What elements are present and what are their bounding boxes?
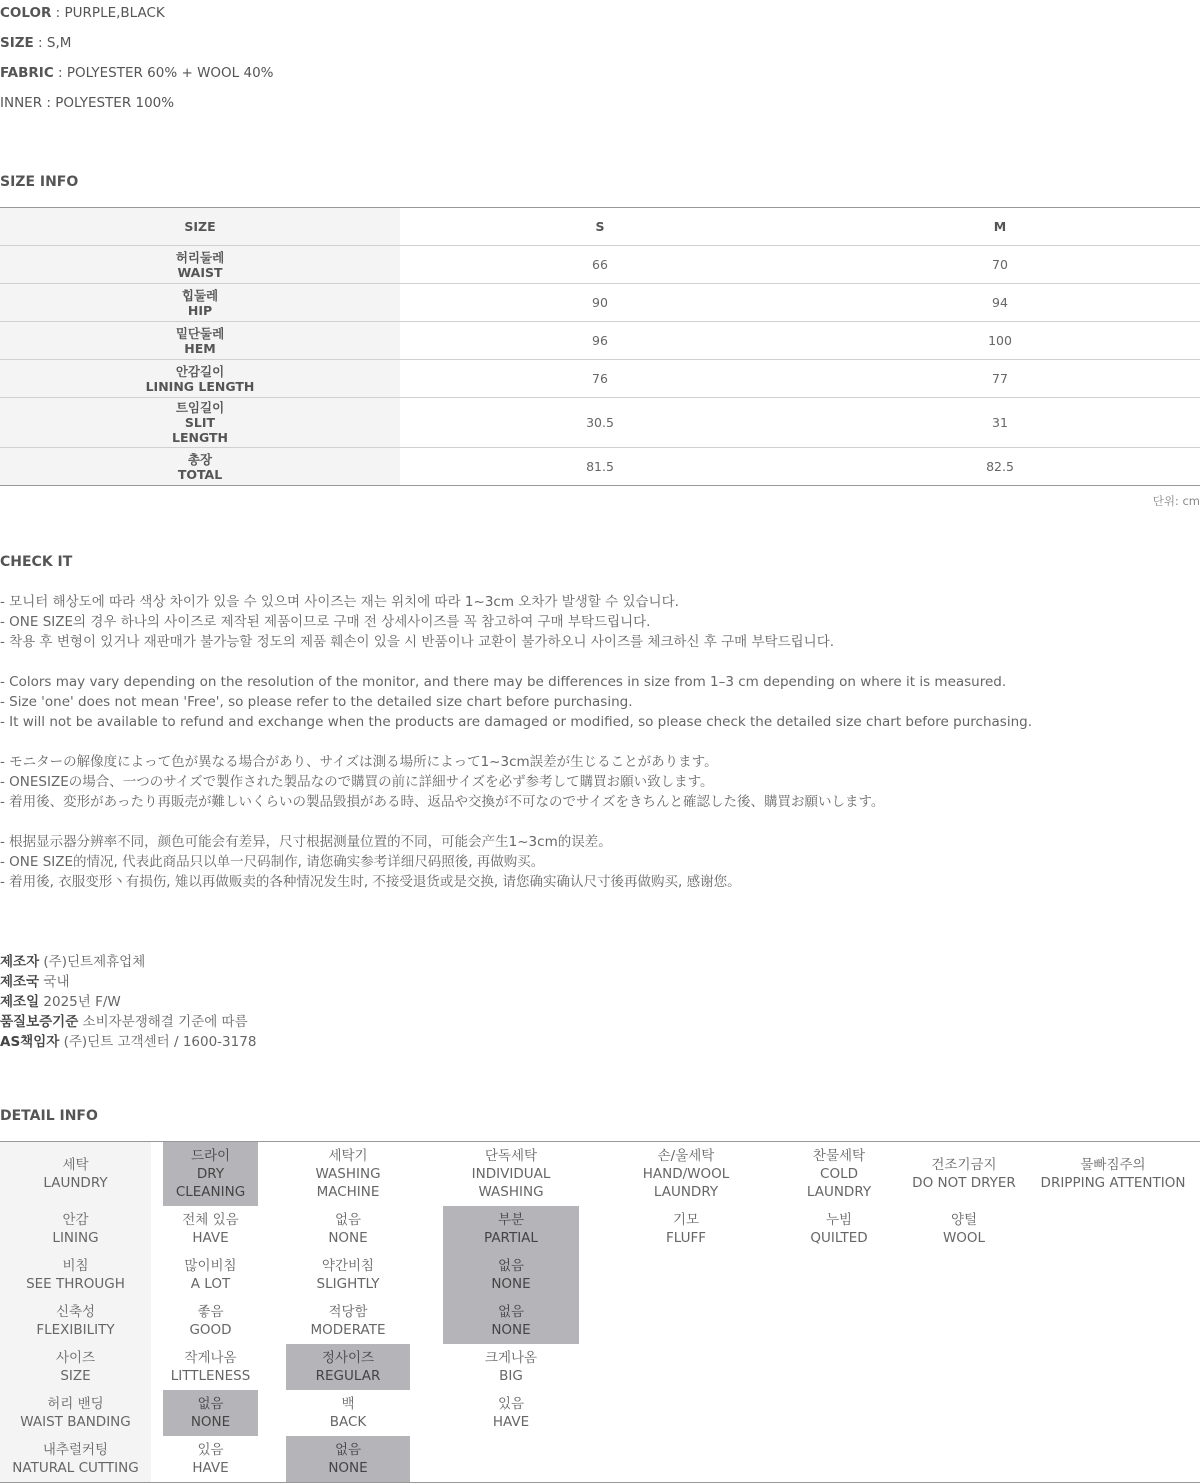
table-row [0, 448, 1200, 486]
measure-ko: 힙둘레 [181, 287, 219, 303]
detail-row-label [0, 1298, 151, 1344]
detail-label-text: 사이즈 [55, 1350, 96, 1366]
size-value-s: 66 [400, 246, 800, 284]
product-info-value: (주)딘트 고객센터 / 1600-3178 [59, 1034, 257, 1050]
product-info-line [0, 1014, 248, 1030]
detail-option-text: 물빠짐주의 [1080, 1157, 1146, 1173]
detail-option-text: HAVE [492, 1414, 530, 1430]
measure-en: LENGTH [172, 430, 228, 445]
product-info-value: 소비자분쟁해결 기준에 따름 [78, 1014, 248, 1030]
measure-en: SLIT [184, 415, 216, 430]
detail-option [1040, 1142, 1186, 1206]
product-info-label: 제조국 [0, 974, 40, 990]
detail-option-text: 많이비침 [184, 1258, 237, 1274]
detail-option-text: 드라이 [190, 1148, 231, 1164]
measure-ko: 밑단둘레 [175, 325, 225, 341]
detail-option-text: BACK [329, 1414, 367, 1430]
detail-label-text: SIZE [60, 1368, 91, 1384]
detail-option-text: WOOL [942, 1230, 986, 1246]
detail-row-label [0, 1436, 151, 1482]
detail-option-selected [443, 1252, 579, 1298]
spec-inner: INNER : POLYESTER 100% [0, 95, 175, 111]
size-table-header [0, 208, 1200, 246]
detail-option [163, 1344, 258, 1390]
detail-label-text: 안감 [62, 1212, 89, 1228]
size-value-s: 96 [400, 322, 800, 360]
detail-option [443, 1142, 579, 1206]
detail-option-text: 정사이즈 [321, 1350, 375, 1366]
product-info-label: 제조일 [0, 994, 40, 1010]
detail-option [610, 1142, 762, 1206]
detail-label-text: WAIST BANDING [20, 1414, 131, 1430]
detail-option-text: FLUFF [665, 1230, 707, 1246]
check-it-line: - モニターの解像度によって色が異なる場合があり、サイズは測る場所によって1~3cm誤差が生じることがあります。 [0, 754, 718, 770]
measure-en: WAIST [177, 264, 223, 280]
detail-option-selected [286, 1344, 410, 1390]
detail-option-text: REGULAR [315, 1368, 381, 1384]
detail-label-text: 내추럴커팅 [42, 1442, 109, 1458]
size-measure-label [0, 284, 400, 322]
product-info-line [0, 1034, 256, 1050]
detail-row-label [0, 1344, 151, 1390]
size-measure-label [0, 360, 400, 398]
detail-option-text: 부분 [497, 1212, 525, 1228]
table-row [0, 398, 1200, 448]
detail-option [286, 1298, 410, 1344]
check-it-title: CHECK IT [0, 554, 73, 570]
spec-color: COLOR : PURPLE,BLACK [0, 5, 165, 21]
detail-option-text: MODERATE [310, 1322, 386, 1338]
detail-option-text: GOOD [189, 1322, 232, 1338]
detail-option-text: BIG [499, 1368, 523, 1384]
detail-option-text: 적당함 [328, 1304, 368, 1320]
detail-option-text: 약간비침 [321, 1258, 375, 1274]
detail-option-selected [443, 1298, 579, 1344]
detail-option-text: SLIGHTLY [316, 1276, 380, 1292]
size-measure-label [0, 246, 400, 284]
measure-ko: 허리둘레 [175, 249, 225, 265]
detail-option [610, 1206, 762, 1252]
detail-option-text: HAND/WOOL LAUNDRY [642, 1166, 730, 1200]
detail-option-text: 없음 [197, 1396, 224, 1412]
detail-label-text: 비침 [62, 1258, 89, 1274]
size-value-m: 94 [800, 284, 1200, 322]
detail-option [786, 1142, 892, 1206]
unit-note: 단위: cm [1152, 494, 1200, 508]
size-value-s: 30.5 [400, 398, 800, 448]
size-value-s: 90 [400, 284, 800, 322]
size-value-s: 81.5 [400, 448, 800, 486]
detail-option [163, 1252, 258, 1298]
check-it-line: - 着用後, 衣服变形丶有损伤, 雉以再做贩卖的各种情况发生时, 不接受退货或是交换, 请您确实确认尺寸後再做购买, 感谢您。 [0, 874, 741, 890]
detail-option-text: 전체 있음 [182, 1212, 239, 1228]
check-it-line: - 모니터 해상도에 따라 색상 차이가 있을 수 있으며 사이즈는 재는 위치에 따라 1~3cm 오차가 발생할 수 있습니다. [0, 594, 679, 610]
detail-option-text: LITTLENESS [170, 1368, 251, 1384]
detail-option-text: 없음 [497, 1258, 525, 1274]
detail-option-selected [163, 1142, 258, 1206]
detail-option [912, 1206, 1016, 1252]
detail-option [912, 1142, 1016, 1206]
check-it-line: - Size 'one' does not mean 'Free', so please refer to the detailed size chart before purchasing. [0, 694, 633, 710]
detail-row-label [0, 1142, 151, 1206]
detail-option [163, 1298, 258, 1344]
detail-option [786, 1206, 892, 1252]
detail-option-text: 크게나옴 [484, 1350, 538, 1366]
detail-option-selected [286, 1436, 410, 1482]
size-info-title: SIZE INFO [0, 174, 79, 190]
detail-row-label [0, 1390, 151, 1436]
detail-option-text: 좋음 [197, 1304, 224, 1320]
check-it-line: - 着用後、変形があったり再販売が難しいくらいの製品毀損がある時、返品や交換が不可なのでサイズをきちんと確認した後、購買お願いします。 [0, 794, 885, 810]
detail-option-text: A LOT [190, 1276, 231, 1292]
detail-option-text: DRIPPING ATTENTION [1040, 1175, 1186, 1191]
measure-ko: 안감길이 [175, 363, 225, 379]
product-info-line [0, 994, 121, 1010]
detail-option-text: CLEANING [175, 1184, 246, 1200]
measure-ko: 트임길이 [175, 400, 225, 415]
detail-option-text: 기모 [672, 1212, 700, 1228]
size-value-m: 70 [800, 246, 1200, 284]
detail-option [286, 1252, 410, 1298]
size-header-cell: SIZE [0, 208, 400, 246]
detail-option-text: DRY [196, 1166, 225, 1182]
size-measure-label [0, 322, 400, 360]
detail-option [163, 1436, 258, 1482]
detail-label-text: SEE THROUGH [26, 1276, 125, 1292]
detail-label-text: 세탁 [62, 1157, 89, 1173]
detail-label-text: NATURAL CUTTING [12, 1460, 139, 1476]
product-info-label: 제조자 [0, 954, 40, 970]
detail-option-text: 없음 [334, 1212, 362, 1228]
detail-option-text: COLD LAUNDRY [806, 1166, 872, 1200]
detail-option-text: PARTIAL [484, 1230, 538, 1246]
detail-option-text: NONE [190, 1414, 231, 1430]
check-it-line: - 착용 후 변형이 있거나 재판매가 불가능할 정도의 제품 훼손이 있을 시 반품이나 교환이 불가하오니 사이즈를 체크하신 후 구매 부탁드립니다. [0, 634, 835, 650]
size-header-cell: M [800, 208, 1200, 246]
detail-option-text: 없음 [334, 1442, 362, 1458]
detail-option [443, 1344, 579, 1390]
detail-option-text: INDIVIDUAL WASHING [471, 1166, 551, 1200]
measure-en: LINING LENGTH [145, 378, 255, 394]
size-measure-label [0, 448, 400, 486]
table-row [0, 284, 1200, 322]
size-value-m: 31 [800, 398, 1200, 448]
product-info-label: 품질보증기준 [0, 1014, 79, 1030]
product-info-value: (주)딘트제휴업체 [39, 954, 146, 970]
detail-option-text: HAVE [192, 1460, 229, 1476]
detail-option [286, 1206, 410, 1252]
check-it-line: - 根据显示器分辨率不同，颜色可能会有差异，尺寸根据测量位置的不同，可能会产生1~3cm的误差。 [0, 834, 612, 850]
detail-option-text: 있음 [197, 1442, 224, 1458]
check-it-line: - ONE SIZE的情况, 代表此商品只以单一尺码制作, 请您确实参考详细尺码照後, 再做购买。 [0, 854, 545, 870]
product-info-value: 2025년 F/W [39, 994, 121, 1010]
size-header-cell: S [400, 208, 800, 246]
detail-option-text: 있음 [497, 1396, 525, 1412]
detail-option-text: 없음 [497, 1304, 525, 1320]
measure-ko: 총장 [187, 451, 213, 467]
detail-option-text: 단독세탁 [484, 1148, 538, 1164]
detail-option [286, 1142, 410, 1206]
detail-option [163, 1206, 258, 1252]
size-table [0, 207, 1200, 486]
detail-option-text: 손/울세탁 [657, 1148, 715, 1164]
check-it-line: - Colors may vary depending on the resolution of the monitor, and there may be differences in size from 1–3 cm depending on where it is measured. [0, 674, 1007, 690]
size-value-m: 100 [800, 322, 1200, 360]
detail-option [286, 1390, 410, 1436]
detail-option-text: NONE [491, 1276, 531, 1292]
measure-en: HIP [187, 302, 213, 318]
size-value-m: 77 [800, 360, 1200, 398]
size-value-m: 82.5 [800, 448, 1200, 486]
detail-info-title: DETAIL INFO [0, 1108, 98, 1124]
detail-option-text: NONE [328, 1460, 368, 1476]
spec-size: SIZE : S,M [0, 35, 72, 51]
size-measure-label [0, 398, 400, 448]
detail-label-text: 신축성 [55, 1304, 96, 1320]
detail-label-text: FLEXIBILITY [36, 1322, 115, 1338]
detail-row-label [0, 1206, 151, 1252]
check-it-line: - ONE SIZE의 경우 하나의 사이즈로 제작된 제품이므로 구매 전 상세사이즈를 꼭 참고하여 구매 부탁드립니다. [0, 614, 651, 630]
measure-en: HEM [184, 340, 216, 356]
detail-option [443, 1390, 579, 1436]
spec-fabric: FABRIC : POLYESTER 60% + WOOL 40% [0, 65, 274, 81]
size-value-s: 76 [400, 360, 800, 398]
detail-option-selected [443, 1206, 579, 1252]
detail-option-text: 세탁기 [328, 1148, 368, 1164]
detail-option-text: 건조기금지 [931, 1157, 997, 1173]
measure-en: TOTAL [177, 466, 223, 482]
detail-label-text: 허리 밴딩 [47, 1396, 104, 1412]
detail-row-label [0, 1252, 151, 1298]
detail-option-text: 백 [341, 1396, 355, 1412]
detail-option-text: NONE [328, 1230, 368, 1246]
check-it-line: - ONESIZEの場合、一つのサイズで製作された製品なので購買の前に詳細サイズを必ず参考して購買お願い致します。 [0, 774, 714, 790]
product-info-line [0, 954, 145, 970]
table-row [0, 246, 1200, 284]
detail-option-text: HAVE [192, 1230, 229, 1246]
product-info-line [0, 974, 70, 990]
detail-option-text: 양털 [950, 1212, 978, 1228]
detail-label-text: LINING [52, 1230, 99, 1246]
detail-label-text: LAUNDRY [43, 1175, 108, 1191]
table-row [0, 322, 1200, 360]
detail-option-text: NONE [491, 1322, 531, 1338]
detail-option-text: WASHING MACHINE [315, 1166, 381, 1200]
check-it-line: - It will not be available to refund and exchange when the products are damaged or modified, so please check the detailed size chart before purchasing. [0, 714, 1032, 730]
table-row [0, 360, 1200, 398]
detail-option-text: 작게나옴 [184, 1350, 237, 1366]
product-info-value: 국내 [39, 974, 70, 990]
detail-option-text: 누빔 [825, 1212, 853, 1228]
detail-option-text: 찬물세탁 [812, 1148, 866, 1164]
detail-option-text: QUILTED [810, 1230, 868, 1246]
detail-option-selected [163, 1390, 258, 1436]
product-info-label: AS책임자 [0, 1034, 60, 1050]
detail-option-text: DO NOT DRYER [912, 1175, 1016, 1191]
